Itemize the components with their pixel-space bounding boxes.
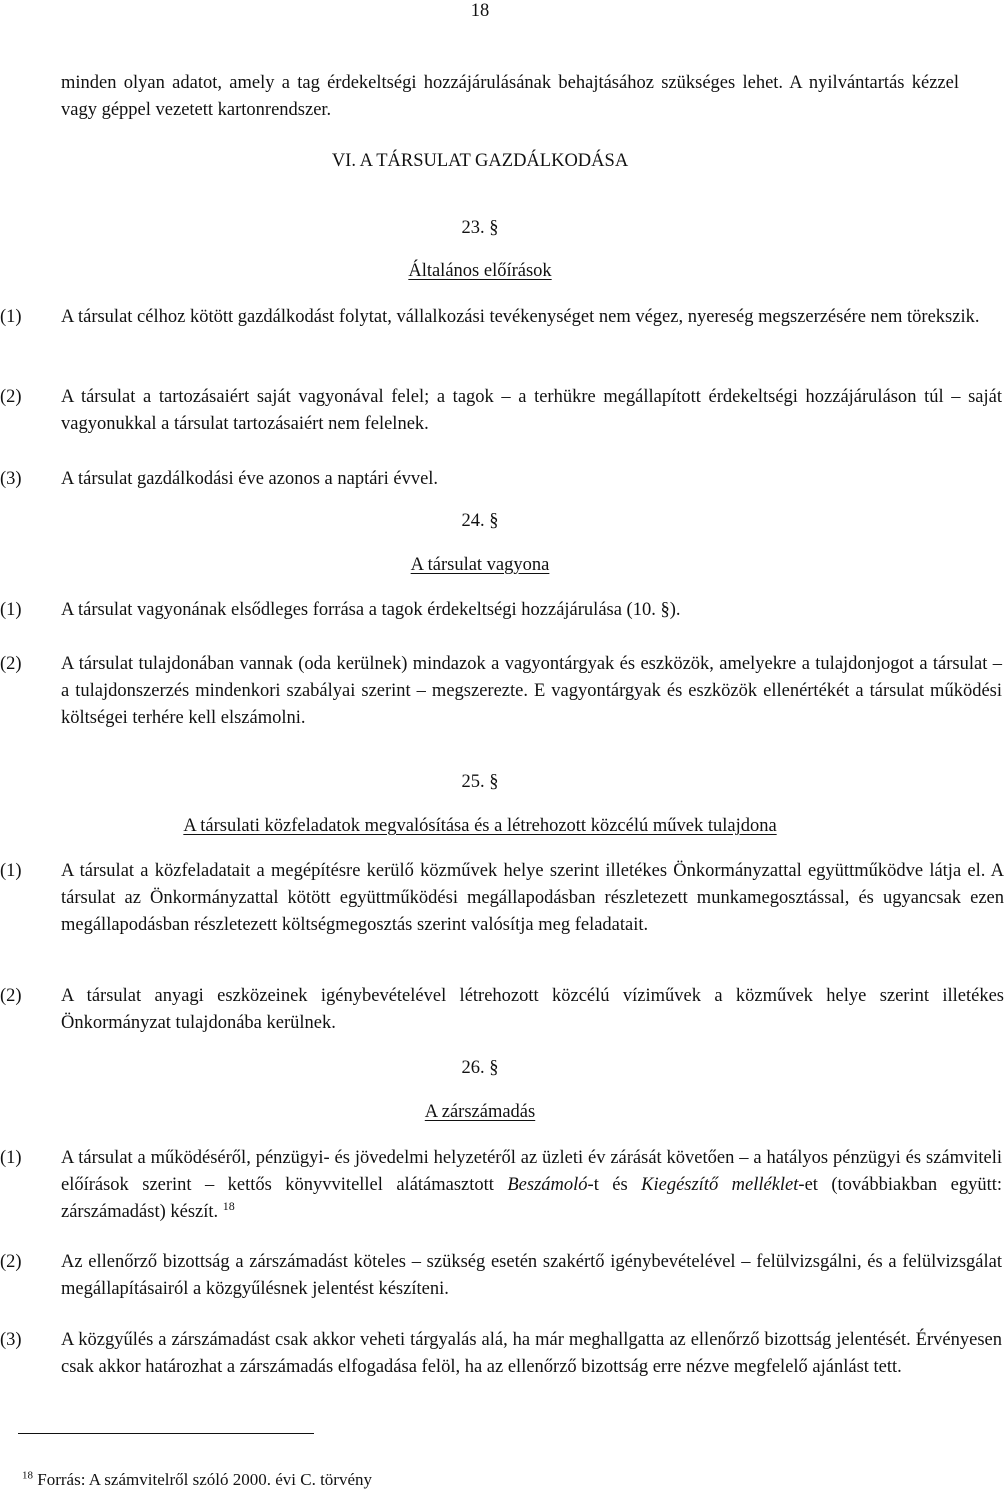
- paragraph-text: A közgyűlés a zárszámadást csak akkor veheti tárgyalás alá, ha már meghallgatta az ellenőrző bizottság jelentését. Érvényesen csak akkor határozhat a zárszámadás elfogadása felöl, ha az ellenőrző bizottság erre nézve megfelelő ajánlást tett.: [61, 1330, 1002, 1377]
- section-25-title-text: A társulati közfeladatok megvalósítása és a létrehozott közcélú művek tulajdona: [183, 816, 777, 836]
- paragraph-text: -et (továbbiakban együtt: zárszámadást) készít.: [61, 1175, 1002, 1222]
- section-24-number: 24. §: [461, 511, 499, 531]
- section-26-paragraph-1: [0, 1145, 1002, 1226]
- footnote-number: 18: [22, 1469, 33, 1482]
- paragraph-number: (1): [0, 861, 22, 881]
- section-25-paragraph-1: [0, 858, 1004, 939]
- kiegeszito-melleklet-italic: Kiegészítő melléklet: [641, 1175, 799, 1195]
- section-26-title-text: A zárszámadás: [424, 1102, 536, 1122]
- section-26-paragraph-2: [0, 1249, 1002, 1303]
- paragraph-text: A társulat a közfeladatait a megépítésre kerülő közművek helye szerint illetékes Önkormányzattal együttműködve látja el. A társulat az Önkormányzattal kötött együttműködési megállapodásban részletezett munkamegosztással, és ugyancsak ezen megállapodásban részletezett költségmegosztás szerint valósítja meg feladatait.: [61, 861, 1004, 935]
- section-25-paragraph-2: [0, 983, 1004, 1037]
- section-24-paragraph-2: [0, 651, 1002, 732]
- paragraph-number: (2): [0, 1252, 22, 1272]
- section-23-number: 23. §: [461, 218, 499, 238]
- paragraph-number: (2): [0, 986, 22, 1006]
- section-26-number: 26. §: [461, 1058, 499, 1078]
- paragraph-text: Az ellenőrző bizottság a zárszámadást köteles – szükség esetén szakértő igénybevételével – felülvizsgálni, és a felülvizsgálat megállapításairól a közgyűlésnek jelentést készíteni.: [61, 1252, 1002, 1299]
- footnote-reference[interactable]: 18: [222, 1198, 235, 1213]
- section-23-paragraph-1: [0, 304, 1002, 331]
- intro-paragraph: minden olyan adatot, amely a tag érdekeltségi hozzájárulásának behajtásához szükséges lehet. A nyilvántartás kézzel vagy géppel vezetett kartonrendszer.: [61, 73, 959, 120]
- paragraph-text: -t és: [587, 1175, 642, 1195]
- paragraph-text: A társulat anyagi eszközeinek igénybevételével létrehozott közcélú víziművek a közművek helye szerint illetékes Önkormányzat tulajdonába kerülnek.: [61, 986, 1004, 1033]
- paragraph-number: (1): [0, 1148, 22, 1168]
- paragraph-number: (1): [0, 307, 22, 327]
- page-number: 18: [470, 1, 490, 21]
- footnote: [22, 1466, 372, 1493]
- section-23-paragraph-3: [0, 466, 1002, 493]
- section-25-title: [0, 813, 960, 840]
- section-23-title-text: Általános előírások: [408, 261, 552, 281]
- section-25-number: 25. §: [461, 772, 499, 792]
- section-23-paragraph-2: [0, 384, 1002, 438]
- section-24-title: [0, 552, 960, 579]
- paragraph-text: A társulat vagyonának elsődleges forrása a tagok érdekeltségi hozzájárulása (10. §).: [61, 600, 681, 620]
- paragraph-number: (1): [0, 600, 22, 620]
- section-26-title: [0, 1099, 960, 1126]
- section-24-paragraph-1: [0, 597, 1002, 624]
- paragraph-number: (2): [0, 387, 22, 407]
- paragraph-number: (3): [0, 469, 22, 489]
- paragraph-text: A társulat tulajdonában vannak (oda kerülnek) mindazok a vagyontárgyak és eszközök, amelyekre a tulajdonjogot a társulat – a tulajdonszerzés mindenkori szabályai szerint – megszerezte. E vagyontárgyak és eszközök ellenértékét a társulat működési költségei terhére kell elszámolni.: [61, 654, 1002, 728]
- paragraph-text: A társulat a tartozásaiért saját vagyonával felel; a tagok – a terhükre megállapított érdekeltségi hozzájáruláson túl – saját vagyonukkal a társulat tartozásaiért nem felelnek.: [61, 387, 1002, 434]
- chapter-title: VI. A TÁRSULAT GAZDÁLKODÁSA: [331, 151, 629, 171]
- paragraph-number: (3): [0, 1330, 22, 1350]
- paragraph-text: A társulat célhoz kötött gazdálkodást folytat, vállalkozási tevékenységet nem végez, nyereség megszerzésére nem törekszik.: [61, 307, 980, 327]
- section-26-paragraph-3: [0, 1327, 1002, 1381]
- paragraph-text: A társulat gazdálkodási éve azonos a naptári évvel.: [61, 469, 439, 489]
- beszamolo-italic: Beszámoló: [507, 1175, 588, 1195]
- section-24-title-text: A társulat vagyona: [410, 555, 550, 575]
- footnote-text: Forrás: A számvitelről szóló 2000. évi C. törvény: [37, 1470, 373, 1489]
- section-23-title: [0, 258, 960, 285]
- paragraph-text: A társulat a működéséről, pénzügyi- és jövedelmi helyzetéről az üzleti év zárását követően – a hatályos pénzügyi és számviteli előírások szerint – kettős könyvvitellel alátámasztott: [61, 1148, 1002, 1195]
- footnote-separator: [18, 1433, 314, 1434]
- paragraph-number: (2): [0, 654, 22, 674]
